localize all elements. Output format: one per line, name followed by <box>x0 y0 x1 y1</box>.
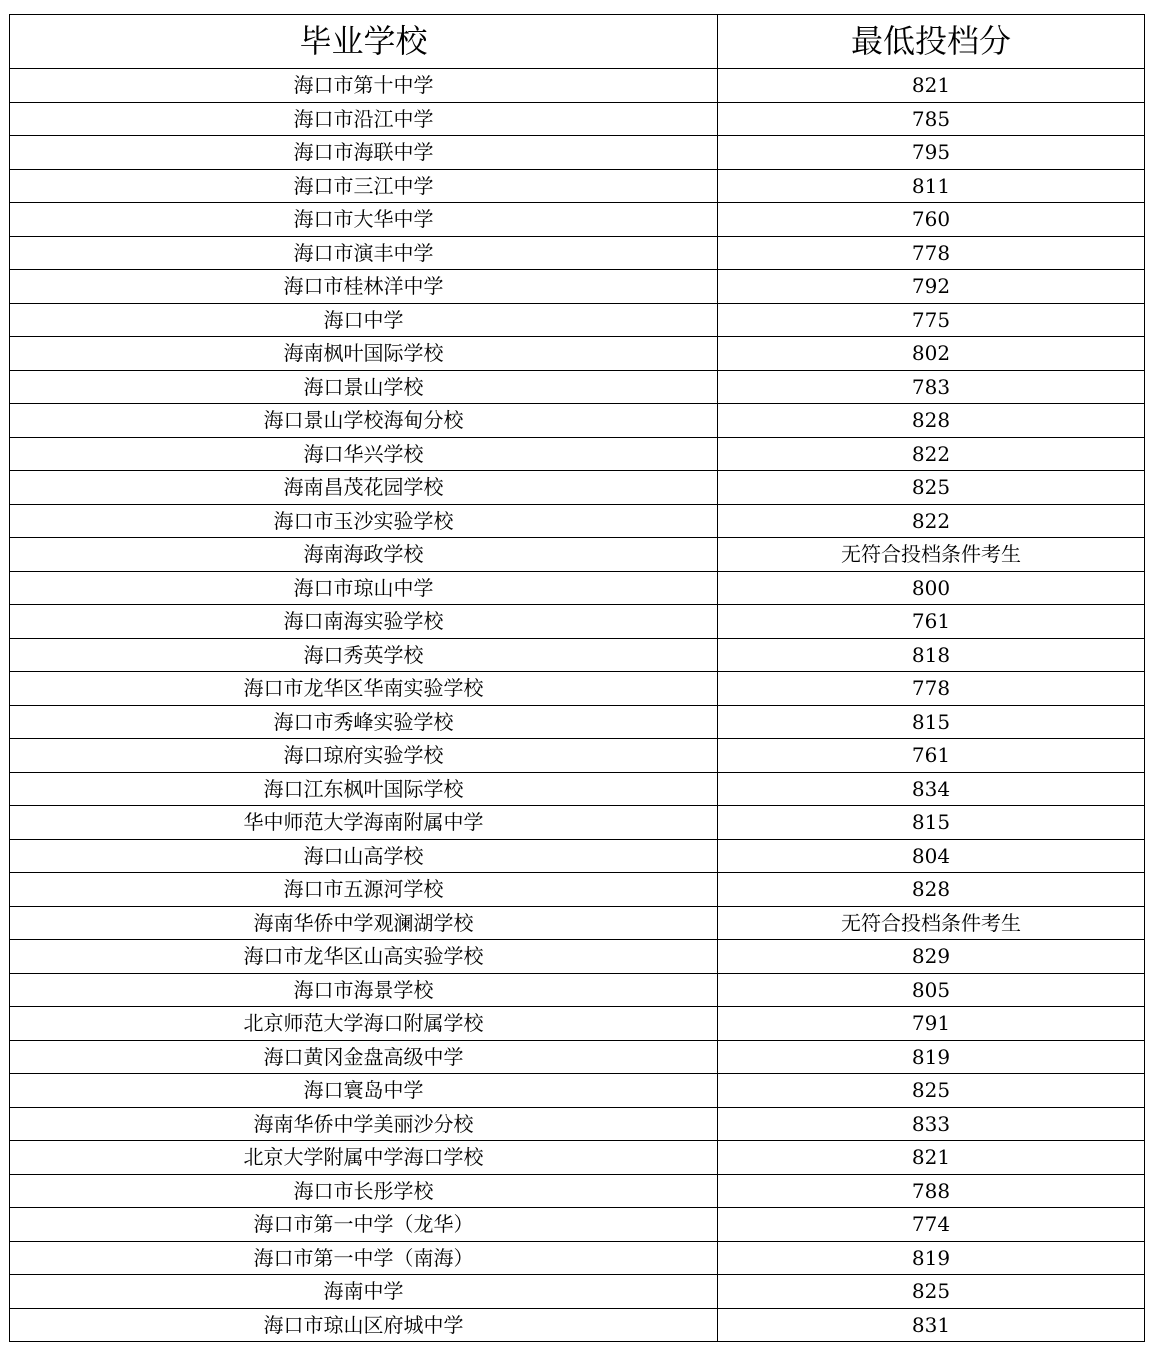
school-name-cell: 海口秀英学校 <box>10 638 718 672</box>
table-row <box>10 1241 1145 1275</box>
min-score-cell: 825 <box>718 1275 1145 1309</box>
school-name-cell: 海口市长彤学校 <box>10 1174 718 1208</box>
min-score-cell: 805 <box>718 973 1145 1007</box>
table-row <box>10 839 1145 873</box>
header-min-score: 最低投档分 <box>718 15 1145 69</box>
table-row <box>10 370 1145 404</box>
table-row <box>10 1174 1145 1208</box>
table-row <box>10 1275 1145 1309</box>
min-score-cell: 775 <box>718 303 1145 337</box>
table-row <box>10 739 1145 773</box>
min-score-cell: 825 <box>718 471 1145 505</box>
table-row <box>10 806 1145 840</box>
school-name-cell: 海口市演丰中学 <box>10 236 718 270</box>
school-name-cell: 海南华侨中学美丽沙分校 <box>10 1107 718 1141</box>
min-score-cell: 822 <box>718 437 1145 471</box>
admission-score-table <box>9 14 1145 1342</box>
school-name-cell: 华中师范大学海南附属中学 <box>10 806 718 840</box>
school-name-cell: 海口黄冈金盘高级中学 <box>10 1040 718 1074</box>
school-name-cell: 海口景山学校 <box>10 370 718 404</box>
table-row <box>10 605 1145 639</box>
min-score-cell: 无符合投档条件考生 <box>718 906 1145 940</box>
school-name-cell: 海口市第一中学（龙华） <box>10 1208 718 1242</box>
min-score-cell: 815 <box>718 806 1145 840</box>
min-score-cell: 828 <box>718 404 1145 438</box>
school-name-cell: 海口市海联中学 <box>10 136 718 170</box>
min-score-cell: 828 <box>718 873 1145 907</box>
table-row <box>10 1208 1145 1242</box>
table-row <box>10 203 1145 237</box>
min-score-cell: 829 <box>718 940 1145 974</box>
min-score-cell: 818 <box>718 638 1145 672</box>
min-score-cell: 800 <box>718 571 1145 605</box>
min-score-cell: 792 <box>718 270 1145 304</box>
min-score-cell: 774 <box>718 1208 1145 1242</box>
min-score-cell: 825 <box>718 1074 1145 1108</box>
min-score-cell: 833 <box>718 1107 1145 1141</box>
table-row <box>10 973 1145 1007</box>
school-name-cell: 海口江东枫叶国际学校 <box>10 772 718 806</box>
school-name-cell: 北京大学附属中学海口学校 <box>10 1141 718 1175</box>
min-score-cell: 834 <box>718 772 1145 806</box>
min-score-cell: 821 <box>718 1141 1145 1175</box>
school-name-cell: 海南昌茂花园学校 <box>10 471 718 505</box>
school-name-cell: 海南中学 <box>10 1275 718 1309</box>
table-row <box>10 638 1145 672</box>
table-row <box>10 672 1145 706</box>
min-score-cell: 831 <box>718 1308 1145 1342</box>
table-row <box>10 236 1145 270</box>
table-row <box>10 404 1145 438</box>
school-name-cell: 海南华侨中学观澜湖学校 <box>10 906 718 940</box>
table-row <box>10 303 1145 337</box>
min-score-cell: 795 <box>718 136 1145 170</box>
school-name-cell: 海口市大华中学 <box>10 203 718 237</box>
min-score-cell: 819 <box>718 1241 1145 1275</box>
min-score-cell: 804 <box>718 839 1145 873</box>
table-row <box>10 337 1145 371</box>
table-row <box>10 906 1145 940</box>
school-name-cell: 海口寰岛中学 <box>10 1074 718 1108</box>
table-row <box>10 1007 1145 1041</box>
table-row <box>10 136 1145 170</box>
min-score-cell: 819 <box>718 1040 1145 1074</box>
table-header <box>10 15 1145 69</box>
table-row <box>10 102 1145 136</box>
school-name-cell: 海口山高学校 <box>10 839 718 873</box>
min-score-cell: 761 <box>718 605 1145 639</box>
school-name-cell: 海口中学 <box>10 303 718 337</box>
min-score-cell: 783 <box>718 370 1145 404</box>
school-name-cell: 海口市三江中学 <box>10 169 718 203</box>
min-score-cell: 778 <box>718 672 1145 706</box>
min-score-cell: 821 <box>718 69 1145 103</box>
table-row <box>10 69 1145 103</box>
table-row <box>10 1141 1145 1175</box>
school-name-cell: 海口市玉沙实验学校 <box>10 504 718 538</box>
table-row <box>10 169 1145 203</box>
school-name-cell: 海口景山学校海甸分校 <box>10 404 718 438</box>
min-score-cell: 778 <box>718 236 1145 270</box>
school-name-cell: 海口市第十中学 <box>10 69 718 103</box>
min-score-cell: 无符合投档条件考生 <box>718 538 1145 572</box>
table-row <box>10 705 1145 739</box>
min-score-cell: 822 <box>718 504 1145 538</box>
min-score-cell: 788 <box>718 1174 1145 1208</box>
min-score-cell: 811 <box>718 169 1145 203</box>
header-school: 毕业学校 <box>10 15 718 69</box>
table-row <box>10 772 1145 806</box>
school-name-cell: 海口南海实验学校 <box>10 605 718 639</box>
school-name-cell: 海口市龙华区华南实验学校 <box>10 672 718 706</box>
school-name-cell: 海口市第一中学（南海） <box>10 1241 718 1275</box>
school-name-cell: 海口市琼山中学 <box>10 571 718 605</box>
school-name-cell: 海口市海景学校 <box>10 973 718 1007</box>
school-name-cell: 海南枫叶国际学校 <box>10 337 718 371</box>
min-score-cell: 760 <box>718 203 1145 237</box>
school-name-cell: 海口市龙华区山高实验学校 <box>10 940 718 974</box>
min-score-cell: 785 <box>718 102 1145 136</box>
min-score-cell: 802 <box>718 337 1145 371</box>
table-body <box>10 69 1145 1342</box>
table-row <box>10 1074 1145 1108</box>
min-score-cell: 761 <box>718 739 1145 773</box>
table-row <box>10 270 1145 304</box>
table-row <box>10 437 1145 471</box>
table-row <box>10 940 1145 974</box>
table-row <box>10 504 1145 538</box>
school-name-cell: 海口市秀峰实验学校 <box>10 705 718 739</box>
table-row <box>10 1107 1145 1141</box>
table-row <box>10 1040 1145 1074</box>
school-name-cell: 海南海政学校 <box>10 538 718 572</box>
header-row <box>10 15 1145 69</box>
school-name-cell: 海口市沿江中学 <box>10 102 718 136</box>
school-name-cell: 海口市琼山区府城中学 <box>10 1308 718 1342</box>
table-row <box>10 538 1145 572</box>
table-row <box>10 471 1145 505</box>
min-score-cell: 815 <box>718 705 1145 739</box>
table-row <box>10 1308 1145 1342</box>
school-name-cell: 海口华兴学校 <box>10 437 718 471</box>
school-name-cell: 海口琼府实验学校 <box>10 739 718 773</box>
table-row <box>10 571 1145 605</box>
table-row <box>10 873 1145 907</box>
school-name-cell: 海口市桂林洋中学 <box>10 270 718 304</box>
school-name-cell: 北京师范大学海口附属学校 <box>10 1007 718 1041</box>
school-name-cell: 海口市五源河学校 <box>10 873 718 907</box>
min-score-cell: 791 <box>718 1007 1145 1041</box>
